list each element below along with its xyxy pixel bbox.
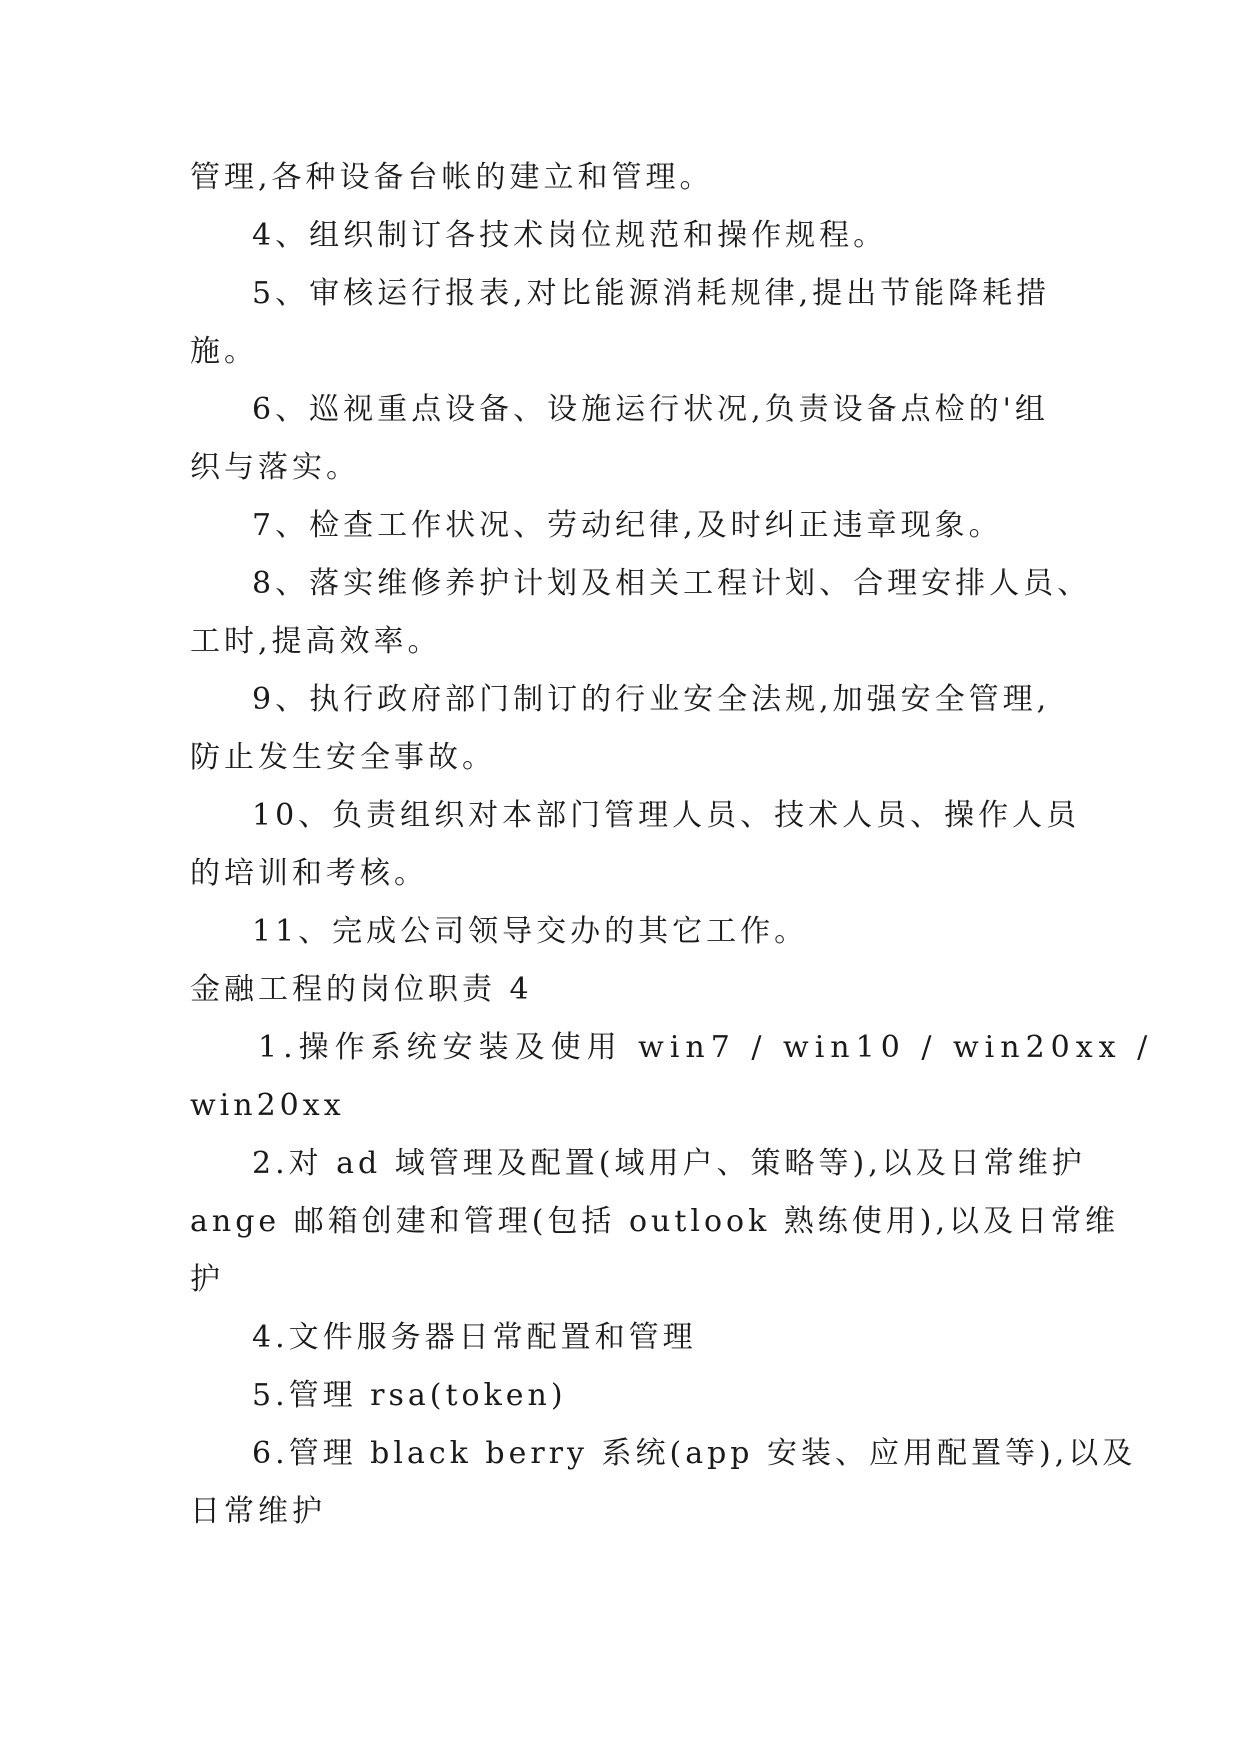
section-heading: 金融工程的岗位职责 4 bbox=[190, 972, 533, 1007]
text-line: ange 邮箱创建和管理(包括 outlook 熟练使用),以及日常维 bbox=[190, 1204, 1120, 1239]
text-line: 管理,各种设备台帐的建立和管理。 bbox=[190, 160, 714, 195]
text-line: 9、执行政府部门制订的行业安全法规,加强安全管理, bbox=[252, 682, 1051, 717]
text-line: win20xx bbox=[190, 1088, 345, 1123]
text-line: 的培训和考核。 bbox=[190, 856, 428, 891]
text-line: 5.管理 rsa(token) bbox=[252, 1378, 567, 1413]
text-line: 1.操作系统安装及使用 win7 / win10 / win20xx / bbox=[258, 1030, 1154, 1065]
text-line: 2.对 ad 域管理及配置(域用户、策略等),以及日常维护 bbox=[252, 1146, 1086, 1181]
text-line: 11、完成公司领导交办的其它工作。 bbox=[252, 914, 809, 949]
text-line: 4、组织制订各技术岗位规范和操作规程。 bbox=[252, 218, 888, 253]
text-line: 日常维护 bbox=[190, 1494, 326, 1529]
text-line: 施。 bbox=[190, 334, 258, 369]
text-line: 工时,提高效率。 bbox=[190, 624, 442, 659]
text-line: 织与落实。 bbox=[190, 450, 360, 485]
text-line: 4.文件服务器日常配置和管理 bbox=[252, 1320, 697, 1355]
text-line: 10、负责组织对本部门管理人员、技术人员、操作人员 bbox=[252, 798, 1081, 833]
text-line: 8、落实维修养护计划及相关工程计划、合理安排人员、 bbox=[252, 566, 1092, 601]
text-line: 防止发生安全事故。 bbox=[190, 740, 496, 775]
text-line: 7、检查工作状况、劳动纪律,及时纠正违章现象。 bbox=[252, 508, 1003, 543]
text-line: 6.管理 black berry 系统(app 安装、应用配置等),以及 bbox=[252, 1436, 1137, 1471]
text-line: 6、巡视重点设备、设施运行状况,负责设备点检的'组 bbox=[252, 392, 1049, 427]
text-line: 5、审核运行报表,对比能源消耗规律,提出节能降耗措 bbox=[252, 276, 1051, 311]
text-line: 护 bbox=[190, 1262, 224, 1297]
